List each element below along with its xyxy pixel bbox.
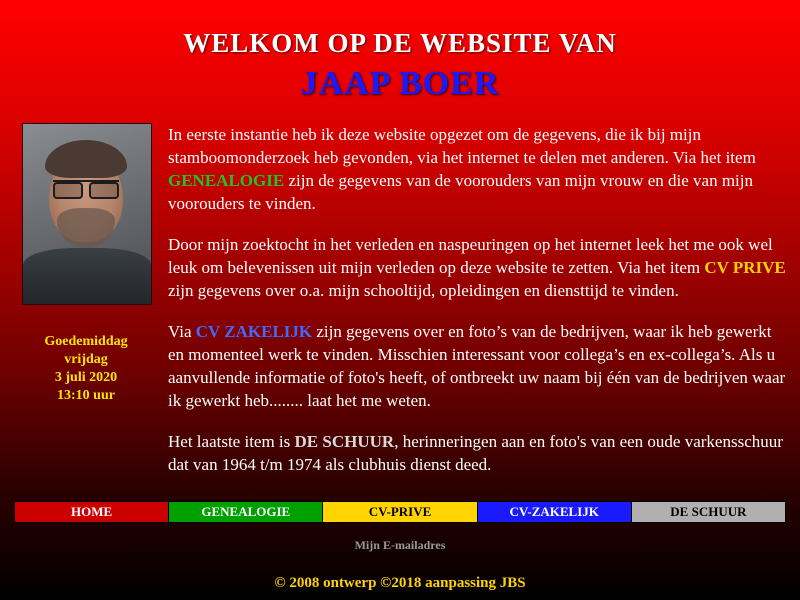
- link-de-schuur[interactable]: DE SCHUUR: [294, 432, 395, 451]
- paragraph-cv-zakelijk: [168, 320, 786, 412]
- paragraph-text-1a: In eerste instantie heb ik deze website opgezet om de gegevens, die ik bij mijn stamboomonderzoek heb gevonden, via het internet te delen met anderen. Via het item: [168, 125, 756, 167]
- paragraph-text-4a: Het laatste item is: [168, 432, 295, 451]
- link-cv-zakelijk[interactable]: CV ZAKELIJK: [195, 322, 313, 341]
- welcome-line: WELKOM OP DE WEBSITE VAN: [183, 28, 617, 58]
- paragraph-text-3b: zijn gegevens over en foto’s van de bedrijven, waar ik heb gewerkt en momenteel werk te vinden. Misschien interessant voor collega’s en ex-collega’s. Als u aanvullende informatie of foto's heeft, of ontbreekt uw naam bij één van de bedrijven waar ik gewerkt heb........ laat het me weten.: [168, 322, 786, 410]
- nav-item-home[interactable]: HOME: [15, 502, 169, 522]
- paragraph-text-2a: Door mijn zoektocht in het verleden en naspeuringen op het internet leek het me ook wel leuk om belevenissen uit mijn verleden op deze website te zetten. Via het item: [168, 235, 773, 277]
- paragraph-text-1b: zijn de gegevens van de voorouders van mijn vrouw en die van mijn voorouders te vinden.: [168, 171, 753, 213]
- date-text: 3 juli 2020: [54, 370, 118, 385]
- paragraph-text-3a: Via: [168, 322, 196, 341]
- weekday-text: vrijdag: [64, 352, 108, 367]
- paragraph-text-4b: , herinneringen aan en foto's van een oude varkensschuur dat van 1964 t/m 1974 als clubhuis dienst deed.: [168, 432, 783, 474]
- greeting-text: Goedemiddag: [44, 334, 128, 349]
- glasses-icon: [53, 180, 119, 197]
- page-title: JAAP BOER: [300, 65, 500, 102]
- date-time-block: [22, 333, 150, 405]
- nav-item-cv-prive[interactable]: CV-PRIVE: [323, 502, 477, 522]
- content-area: [0, 123, 800, 483]
- paragraph-cv-prive: [168, 233, 786, 302]
- page-header: [0, 0, 800, 103]
- copyright-text: © 2008 ontwerp ©2018 aanpassing JBS: [274, 575, 526, 591]
- nav-item-genealogie[interactable]: GENEALOGIE: [169, 502, 323, 522]
- sidebar: [22, 123, 150, 405]
- main-text: [168, 123, 786, 476]
- photo-shirt: [23, 248, 151, 304]
- email-link[interactable]: Mijn E-mailadres: [354, 538, 446, 552]
- paragraph-text-2b: zijn gegevens over o.a. mijn schooltijd, opleidingen en diensttijd te vinden.: [168, 281, 679, 300]
- main-navigation: [14, 501, 786, 523]
- paragraph-intro: [168, 123, 786, 215]
- link-cv-prive[interactable]: CV PRIVE: [704, 258, 786, 277]
- paragraph-de-schuur: [168, 430, 786, 476]
- portrait-photo: [22, 123, 152, 305]
- time-text: 13:10 uur: [57, 388, 115, 403]
- link-genealogie[interactable]: GENEALOGIE: [168, 171, 285, 190]
- nav-item-de-schuur[interactable]: DE SCHUUR: [632, 502, 785, 522]
- page-footer: [0, 538, 800, 592]
- nav-item-cv-zakelijk[interactable]: CV-ZAKELIJK: [478, 502, 632, 522]
